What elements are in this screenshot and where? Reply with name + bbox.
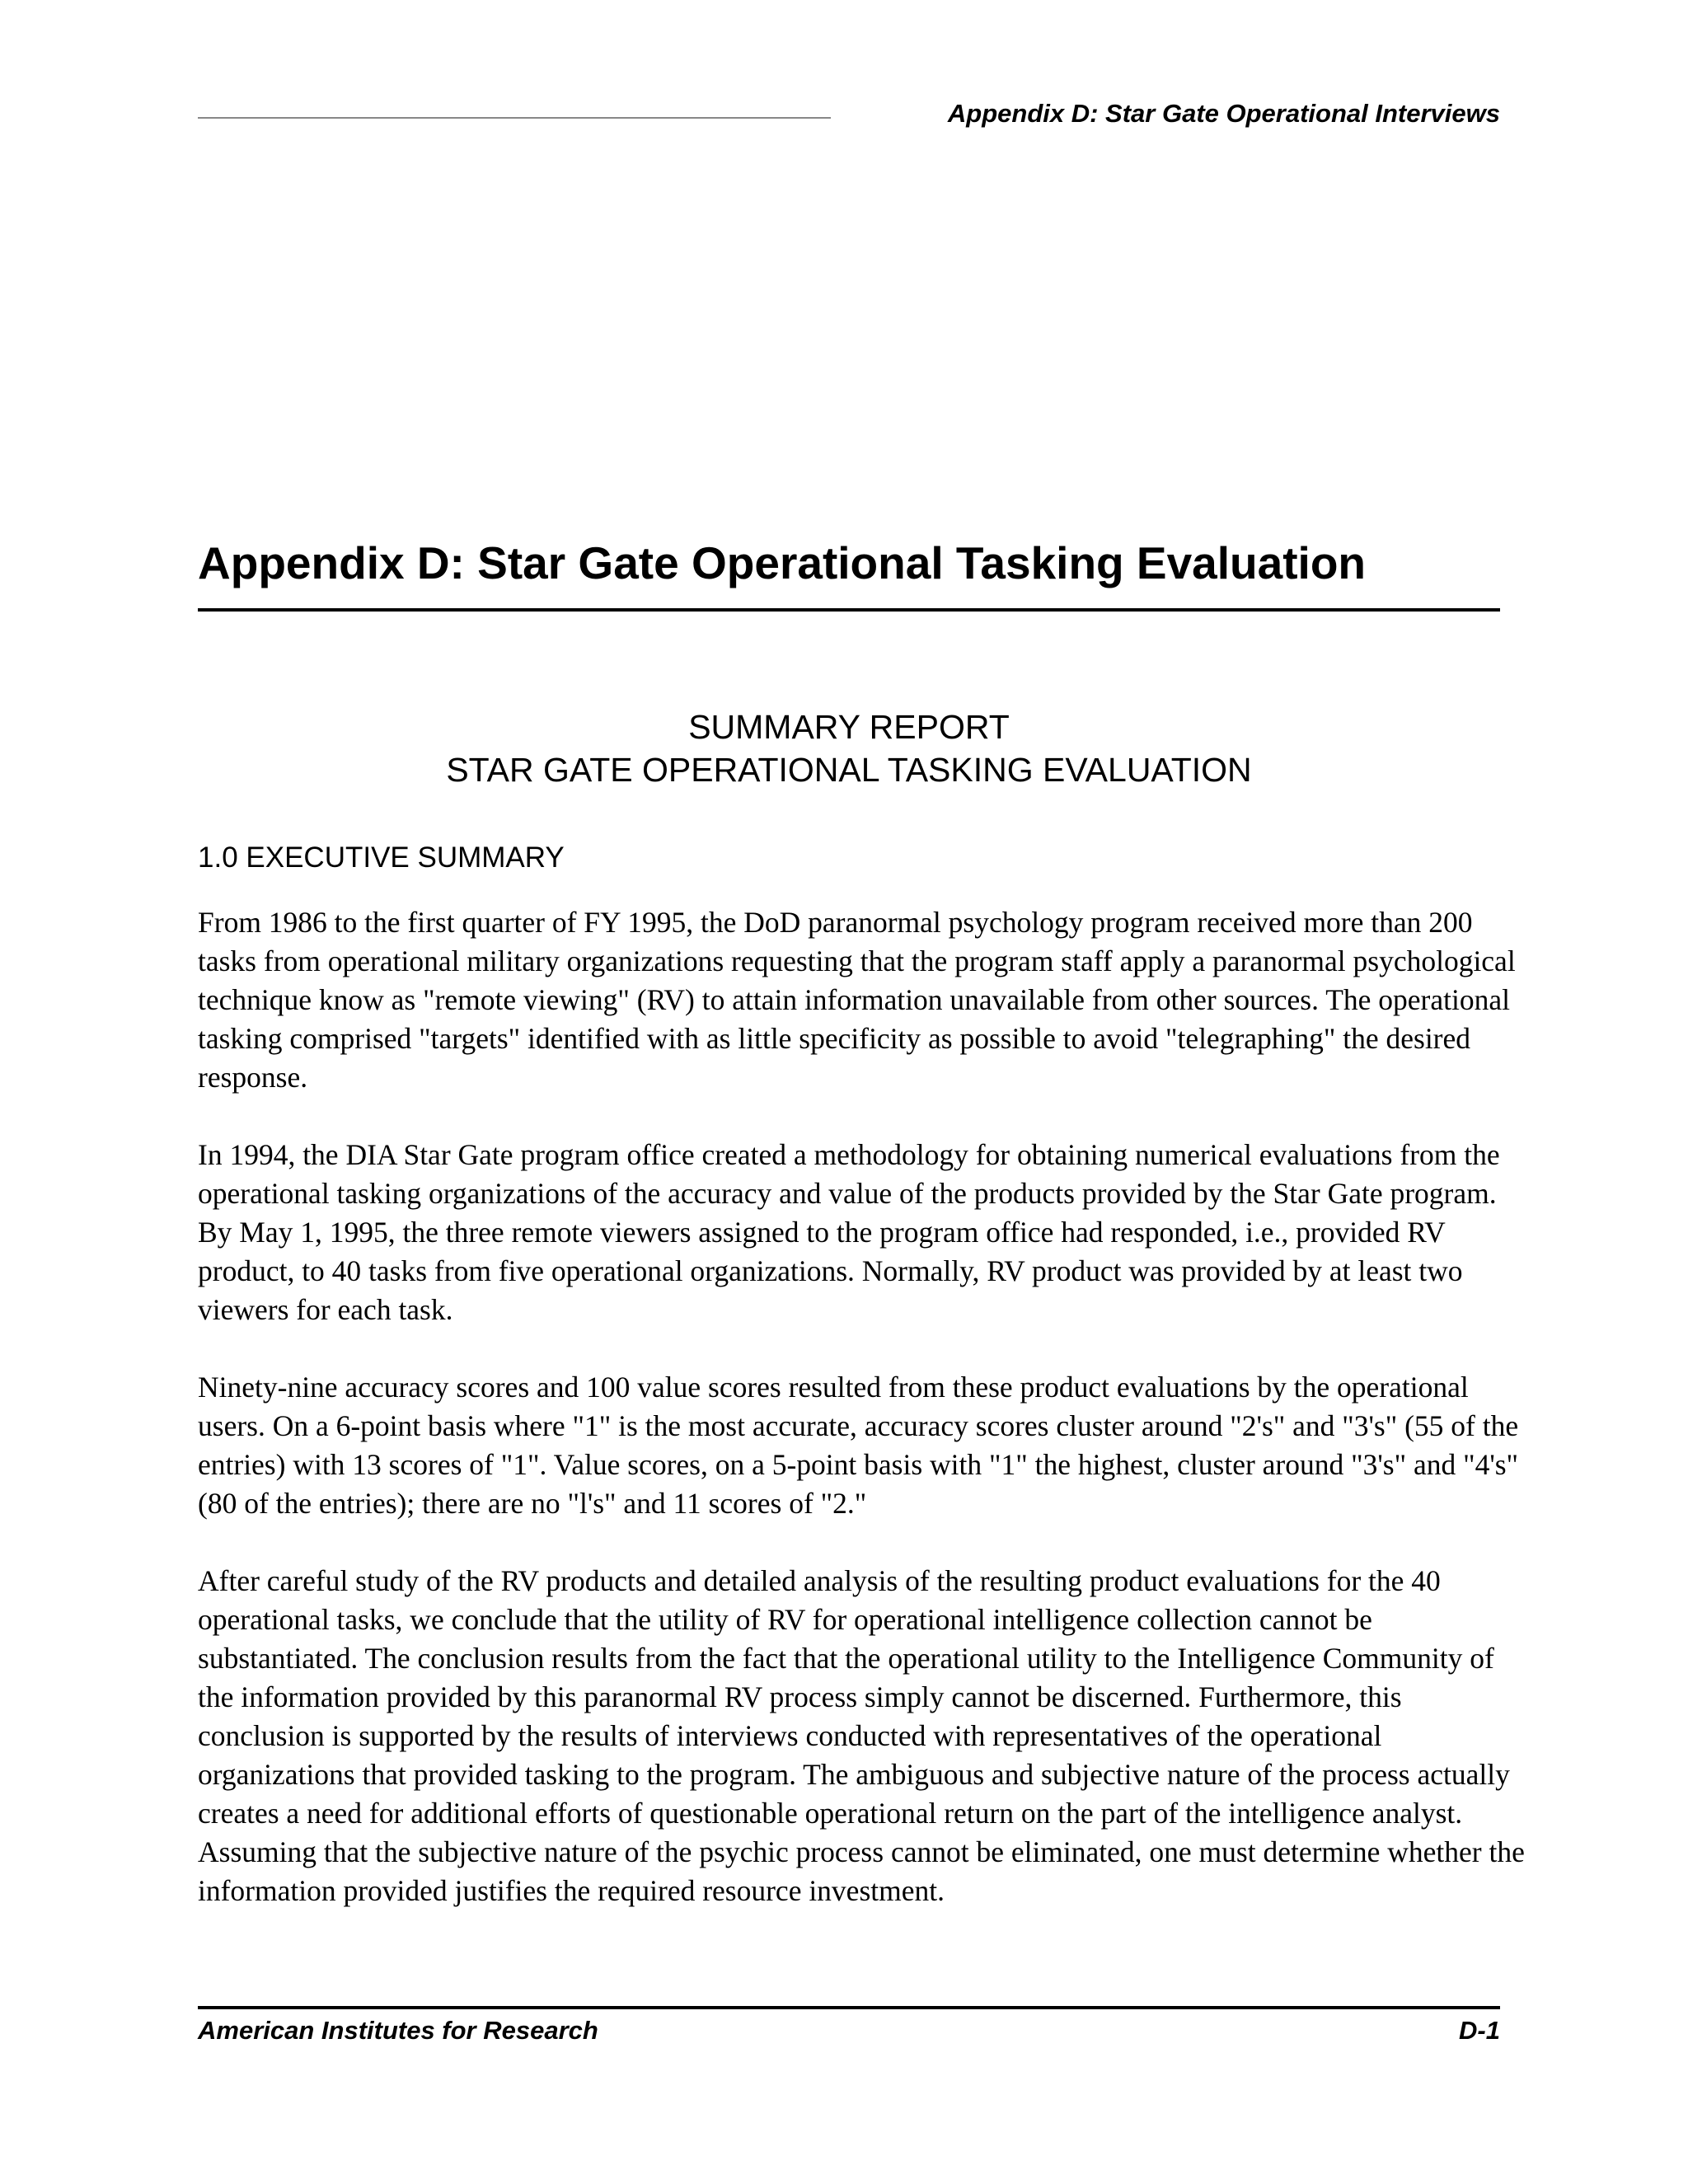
footer-rule [198, 2006, 1500, 2009]
body-text [198, 903, 1533, 1949]
report-heading-line-2: STAR GATE OPERATIONAL TASKING EVALUATION [446, 751, 1252, 789]
paragraph-2: In 1994, the DIA Star Gate program office created a methodology for obtaining numerical evaluations from the operational tasking organizations of the accuracy and value of the products provided by the Star Gate program. By May 1, 1995, the three remote viewers assigned to the program office had responded, i.e., provided RV product, to 40 tasks from five operational organizations. Normally, RV product was provided by at least two viewers for each task. [198, 1138, 1500, 1326]
paragraph-3: Ninety-nine accuracy scores and 100 value scores resulted from these product evaluations by the operational users. On a 6-point basis where "1" is the most accurate, accuracy scores cluster around "2's" and "3's" (55 of the entries) with 13 scores of "1". Value scores, on a 5-point basis with "1" the highest, cluster around "3's" and "4's" (80 of the entries); there are no "l's" and 11 scores of "2." [198, 1371, 1519, 1520]
running-header: Appendix D: Star Gate Operational Interviews [947, 99, 1500, 128]
page-number: D-1 [1459, 2016, 1500, 2045]
report-heading-line-1: SUMMARY REPORT [688, 708, 1010, 746]
section-heading: 1.0 EXECUTIVE SUMMARY [198, 841, 565, 874]
footer-organization: American Institutes for Research [198, 2016, 598, 2045]
header-rule [198, 117, 831, 119]
report-heading [198, 705, 1500, 791]
paragraph-1: From 1986 to the first quarter of FY 1995, the DoD paranormal psychology program received more than 200 tasks from operational military organizations requesting that the program staff apply a paranormal psychological technique know as "remote viewing" (RV) to attain information unavailable from other sources. The operational tasking comprised "targets" identified with as little specificity as possible to avoid "telegraphing" the desired response. [198, 906, 1516, 1094]
title-rule [198, 608, 1500, 612]
paragraph-4: After careful study of the RV products and detailed analysis of the resulting product evaluations for the 40 operational tasks, we conclude that the utility of RV for operational intelligence collection cannot be substantiated. The conclusion results from the fact that the operational utility to the Intelligence Community of the information provided by this paranormal RV process simply cannot be discerned. Furthermore, this conclusion is supported by the results of interviews conducted with representatives of the operational organizations that provided tasking to the program. The ambiguous and subjective nature of the process actually creates a need for additional efforts of questionable operational return on the part of the intelligence analyst. Assuming that the subjective nature of the psychic process cannot be eliminated, one must determine whether the information provided justifies the required resource investment. [198, 1564, 1525, 1907]
page-title: Appendix D: Star Gate Operational Tasking Evaluation [198, 537, 1367, 588]
